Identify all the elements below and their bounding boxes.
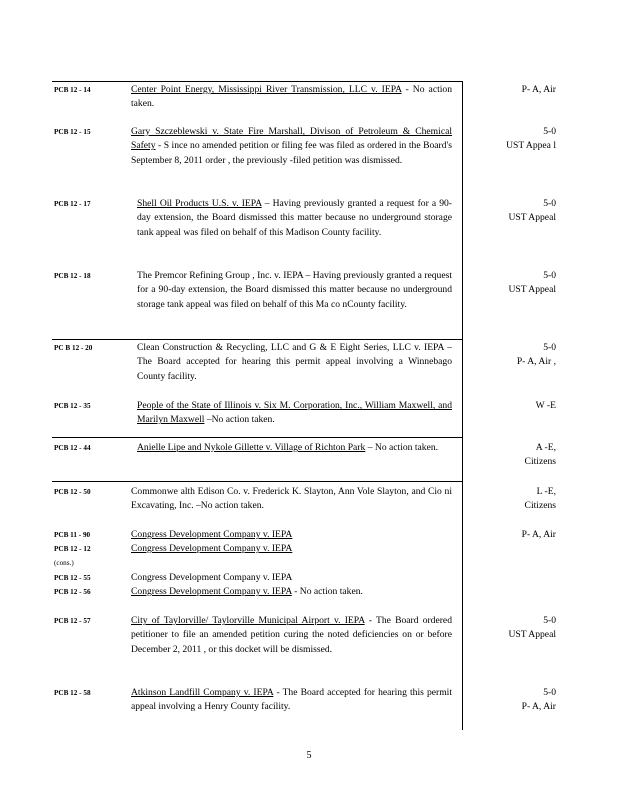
case-number [54, 686, 132, 700]
case-number-text: PCB 12 - 44 [54, 444, 91, 452]
case-description [131, 614, 452, 657]
vote-and-type [416, 441, 556, 470]
case-note: (cons.) [54, 559, 74, 567]
case-title: Shell Oil Products U.S. v. IEPA [137, 198, 262, 209]
vote-and-type [416, 125, 556, 154]
case-number [54, 197, 132, 211]
case-title: Congress Development Company v. IEPA [131, 529, 293, 540]
vote-line: 5-0 [543, 687, 556, 698]
case-number [54, 571, 132, 585]
case-number-text: PCB 12 - 18 [54, 272, 91, 280]
case-number [54, 341, 132, 355]
vote-line: Citizens [524, 500, 556, 512]
vote-line: W -E [535, 400, 556, 411]
row-divider [52, 437, 463, 438]
case-title: Congress Development Company v. IEPA [131, 543, 293, 554]
page-number: 5 [306, 750, 312, 761]
case-action-text: - The Board ordered petitioner to file an amended petition curing the noted deficiencies on or before December 2, 2011 , or this docket will be dismissed. [131, 615, 452, 655]
case-number [54, 269, 132, 283]
case-action-text: – No action taken. [365, 442, 439, 453]
case-description [131, 571, 452, 585]
row-divider [52, 481, 463, 482]
vote-line: UST Appeal [508, 629, 556, 641]
case-number-text: PCB 12 - 35 [54, 402, 91, 410]
case-number-text: PC B 12 - 20 [54, 344, 93, 352]
case-description [131, 83, 452, 112]
vote-line: UST Appeal [508, 212, 556, 224]
case-number [54, 399, 132, 413]
vote-line: A -E, [535, 442, 556, 453]
case-description [137, 341, 452, 384]
case-description [137, 269, 452, 312]
case-number-text: PCB 12 - 17 [54, 200, 91, 208]
case-action-text: Congress Development Company v. IEPA [131, 572, 293, 583]
vote-line: P- A, Air [521, 701, 556, 713]
vote-and-type [416, 269, 556, 298]
case-number-text: PCB 11 - 90 [54, 531, 91, 539]
case-number [54, 614, 132, 628]
vote-line: L -E, [536, 486, 556, 497]
case-number [54, 441, 132, 455]
vote-line: P- A, Air [521, 84, 556, 95]
vote-line: 5-0 [543, 198, 556, 209]
case-title: People of the State of Illinois v. Six M. Corporation, Inc., William Maxwell, and Marilyn Maxwell [137, 400, 452, 426]
case-action-text: Commonwe alth Edison Co. v. Frederick K. Slayton, Ann Vole Slayton, and Cio ni Excavating, Inc. –No action taken. [131, 486, 452, 512]
case-action-text: - No action taken. [291, 586, 363, 597]
vote-line: 5-0 [543, 126, 556, 137]
case-number [54, 125, 132, 139]
case-description [131, 585, 452, 599]
vote-line: P- A, Air , [516, 356, 556, 368]
case-number [54, 485, 132, 499]
vote-line: 5-0 [543, 342, 556, 353]
case-description [131, 542, 452, 556]
case-number [54, 542, 132, 570]
case-description [131, 528, 452, 542]
case-number-text: PCB 12 - 57 [54, 617, 91, 625]
case-description [137, 441, 452, 455]
case-number-text: PCB 12 - 12 [54, 545, 91, 553]
case-action-text: - The Board accepted for hearing this permit appeal involving a Henry County facility. [131, 687, 453, 713]
vote-line: UST Appeal [508, 284, 556, 296]
vote-and-type [416, 399, 556, 413]
case-number-text: PCB 12 - 55 [54, 574, 91, 582]
vote-and-type [416, 341, 556, 370]
case-title: Atkinson Landfill Company v. IEPA [131, 687, 274, 698]
row-divider [52, 339, 463, 340]
case-description [137, 399, 452, 428]
vote-line: 5-0 [543, 270, 556, 281]
case-number [54, 83, 132, 97]
vote-and-type [416, 485, 556, 514]
case-number [54, 528, 132, 542]
case-action-text: – Having previously granted a request for a 90-day extension, the Board dismissed this matter because no underground storage tank appeal was filed on behalf of this Madison County facility. [137, 198, 453, 238]
case-number-text: PCB 12 - 15 [54, 128, 91, 136]
case-description [131, 686, 452, 715]
vote-line: Citizens [524, 456, 556, 468]
vote-and-type [416, 686, 556, 715]
case-title: City of Taylorville/ Taylorville Municipal Airport v. IEPA [131, 615, 365, 626]
case-action-text: Clean Construction & Recycling, LLC and G & E Eight Series, LLC v. IEPA –The Board accepted for hearing this permit appeal involving a Winnebago County facility. [137, 342, 452, 382]
vote-line: P- A, Air [521, 529, 556, 540]
case-title: Congress Development Company v. IEPA [131, 586, 292, 597]
case-number [54, 585, 132, 599]
case-action-text: - No action taken. [131, 84, 452, 110]
case-number-text: PCB 12 - 56 [54, 588, 91, 596]
case-number-text: PCB 12 - 50 [54, 488, 91, 496]
vote-line: 5-0 [543, 615, 556, 626]
case-action-text: –No action taken. [204, 414, 275, 426]
case-title: Gary Szczeblewski v. State Fire Marshall, Divison of Petroleum & Chemical Safety [131, 126, 452, 152]
case-number-text: PCB 12 - 58 [54, 689, 91, 697]
case-description [131, 485, 452, 514]
vote-and-type [416, 614, 556, 643]
vote-and-type [416, 83, 556, 97]
row-divider [52, 81, 463, 82]
case-action-text: - S ince no amended petition or filing fee was filed as ordered in the Board's September 8, 2011 order , the previously -filed petition was dismissed. [131, 140, 452, 166]
case-number-text: PCB 12 - 14 [54, 86, 91, 94]
case-action-text: The Premcor Refining Group , Inc. v. IEPA – Having previously granted a request for a 90-day extension, the Board dismissed this matter because no underground storage tank appeal was filed on behalf of this Ma co nCounty facility. [137, 270, 452, 310]
vote-and-type [416, 197, 556, 226]
vote-line: UST Appea l [506, 140, 556, 152]
case-title: Anielle Lipe and Nykole Gillette v. Village of Richton Park [137, 442, 366, 453]
vote-and-type [416, 528, 556, 542]
case-description [131, 125, 452, 168]
case-description [137, 197, 452, 240]
case-title: Center Point Energy, Mississippi River Transmission, LLC v. IEPA [131, 84, 402, 95]
